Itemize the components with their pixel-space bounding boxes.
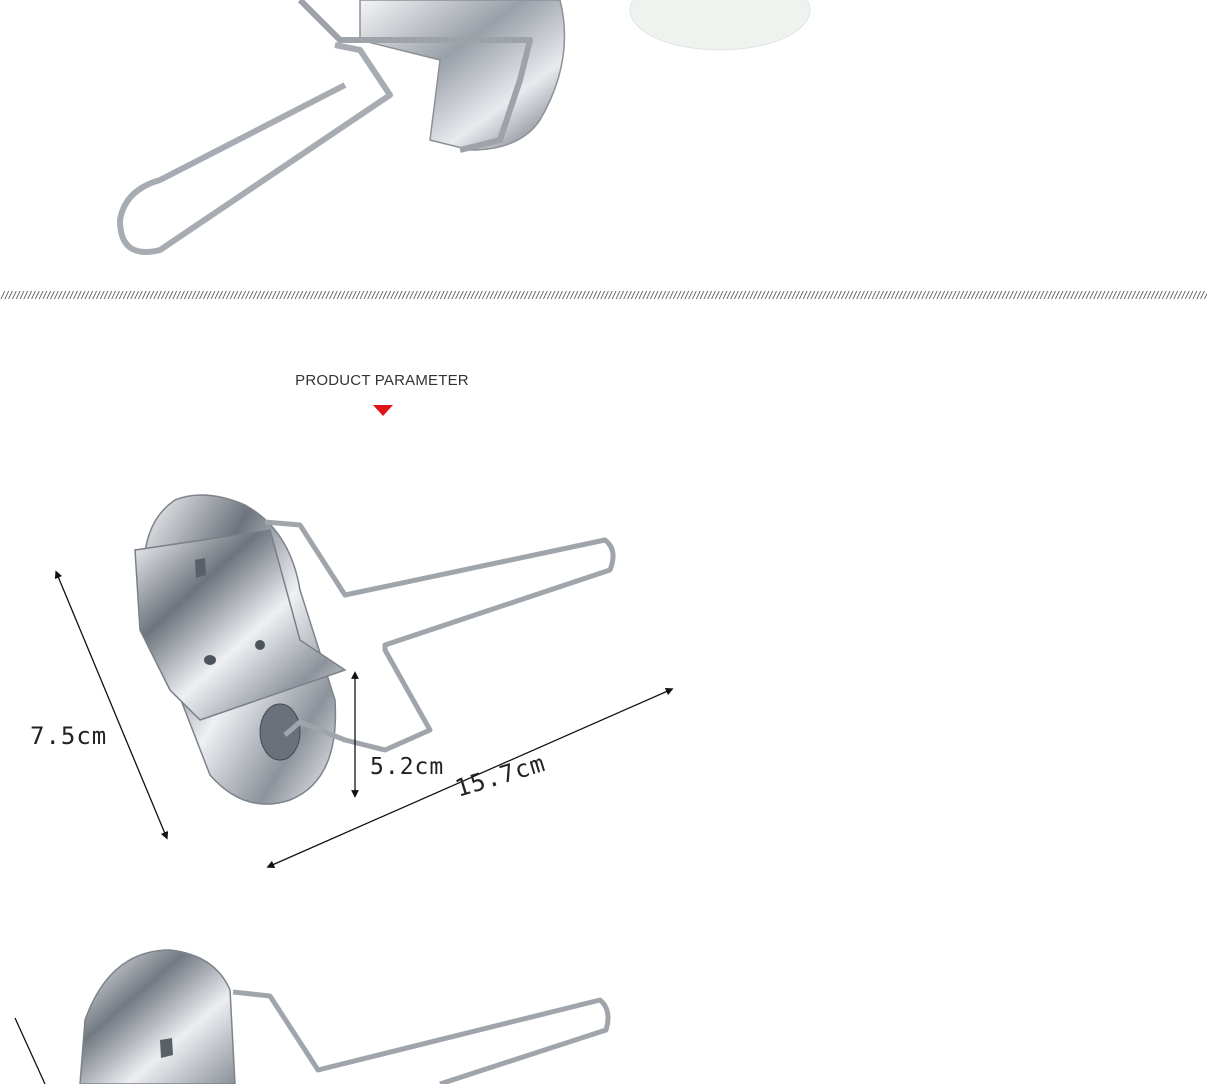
down-triangle-icon — [373, 405, 393, 416]
section-title: PRODUCT PARAMETER — [295, 372, 469, 389]
depth-dimension-label: 5.2cm — [370, 754, 445, 780]
product-photo-dimensions — [0, 470, 750, 890]
length-dimension-label: 15.7cm — [452, 748, 549, 803]
height-dimension-label: 7.5cm — [30, 722, 108, 750]
product-photo-top — [0, 0, 750, 270]
section-divider: //////////////////////////////////////////////////////////////////////////////////////////////////////////////////////////////////////////////////////////////////////////////////////////////////////////////////////////////////////////////////////////////////////////////////////////////////////////////////////////// — [0, 290, 1207, 301]
product-photo-bottom — [0, 930, 750, 1084]
